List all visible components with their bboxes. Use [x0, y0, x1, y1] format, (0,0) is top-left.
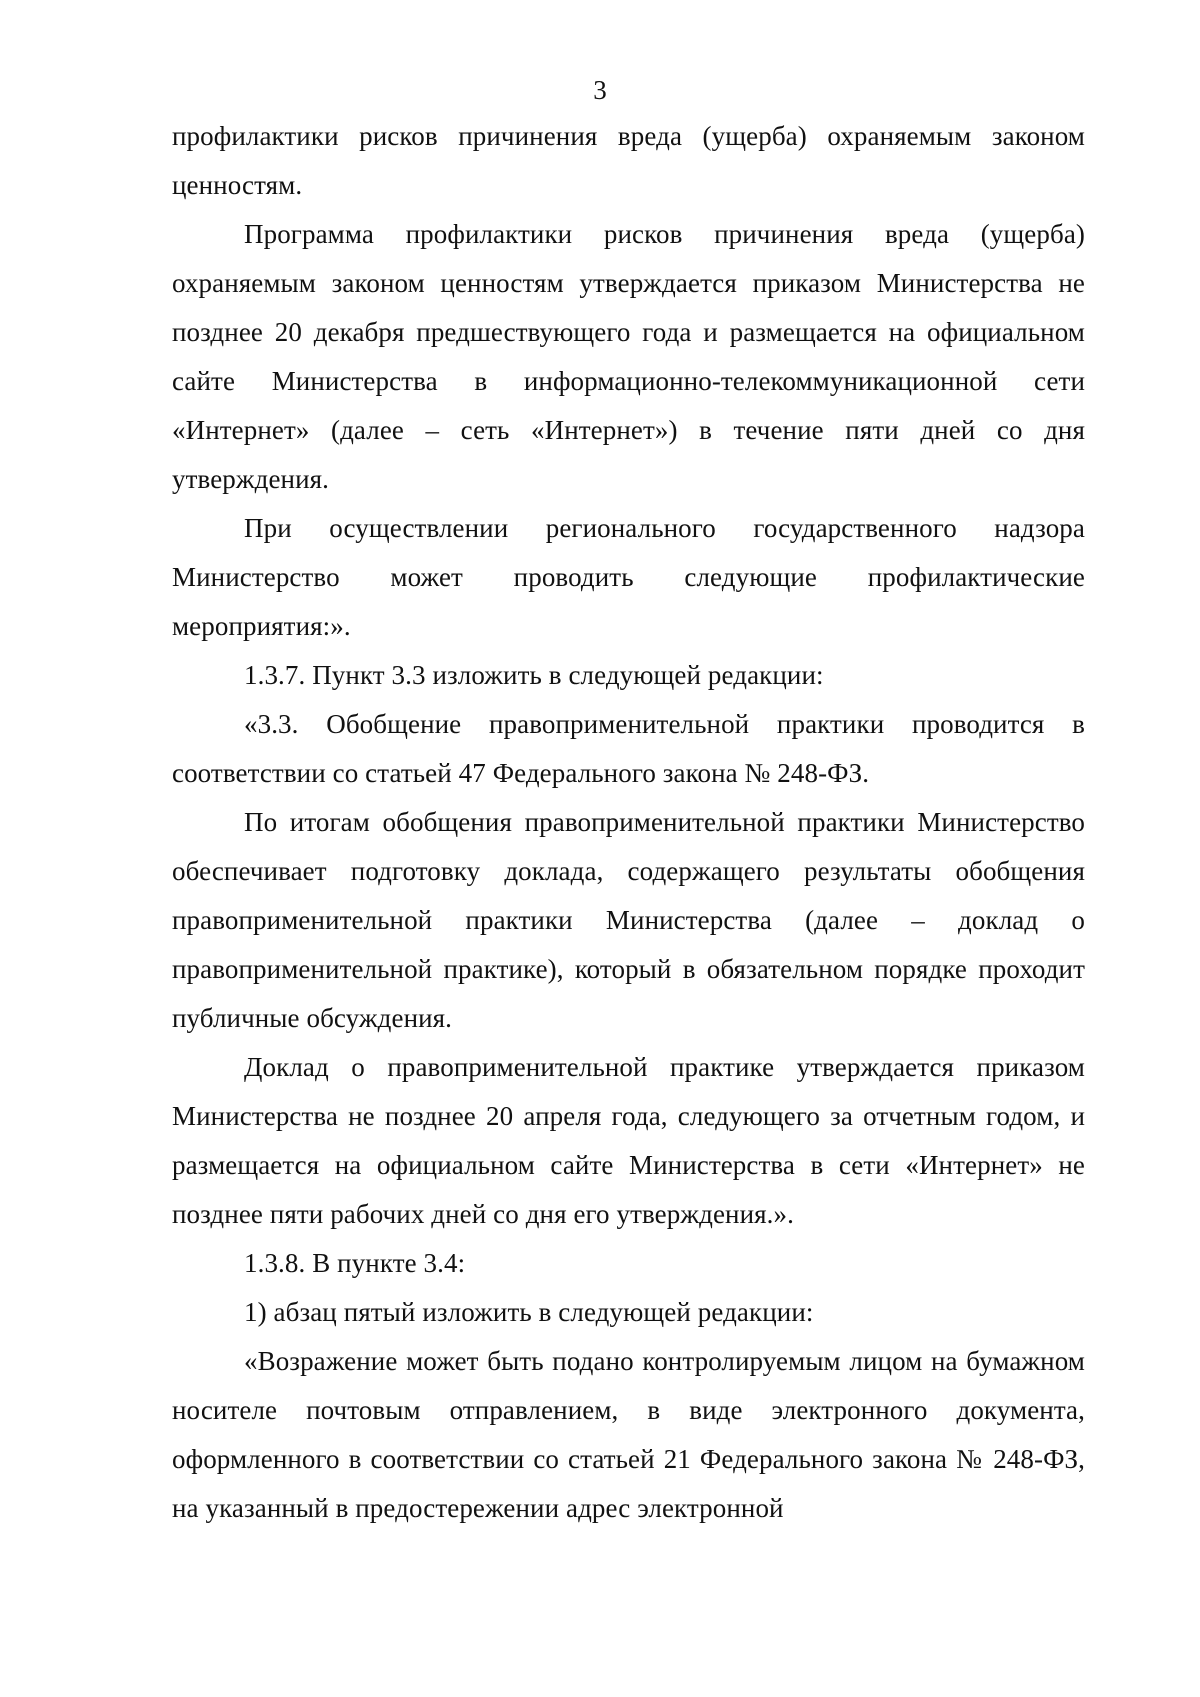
paragraph-preventive-measures: При осуществлении регионального государственного надзора Министерство может проводить следующие профилактические мероприятия:».: [172, 513, 1085, 641]
page-number: 3: [593, 75, 607, 105]
document-body: [172, 112, 1085, 1533]
paragraph-subitem-1: 1) абзац пятый изложить в следующей редакции:: [244, 1297, 814, 1327]
paragraph-continuation: профилактики рисков причинения вреда (ущерба) охраняемым законом ценностям.: [172, 121, 1085, 200]
paragraph-item-3-3: «3.3. Обобщение правоприменительной практики проводится в соответствии со статьей 47 Федерального закона № 248-ФЗ.: [172, 709, 1085, 788]
paragraph-clause-1-3-7: 1.3.7. Пункт 3.3 изложить в следующей редакции:: [244, 660, 824, 690]
paragraph-report-approval: Доклад о правоприменительной практике утверждается приказом Министерства не позднее 20 апреля года, следующего за отчетным годом, и размещается на официальном сайте Министерства в сети «Интернет» не позднее пяти рабочих дней со дня его утверждения.».: [172, 1052, 1085, 1229]
paragraph-clause-1-3-8: 1.3.8. В пункте 3.4:: [244, 1248, 466, 1278]
paragraph-report-preparation: По итогам обобщения правоприменительной практики Министерство обеспечивает подготовку доклада, содержащего результаты обобщения правоприменительной практики Министерства (далее – доклад о правоприменительной практике), который в обязательном порядке проходит публичные обсуждения.: [172, 807, 1085, 1033]
paragraph-prevention-program: Программа профилактики рисков причинения вреда (ущерба) охраняемым законом ценностям утверждается приказом Министерства не позднее 20 декабря предшествующего года и размещается на официальном сайте Министерства в информационно-телекоммуникационной сети «Интернет» (далее – сеть «Интернет») в течение пяти дней со дня утверждения.: [172, 219, 1085, 494]
paragraph-objection: «Возражение может быть подано контролируемым лицом на бумажном носителе почтовым отправлением, в виде электронного документа, оформленного в соответствии со статьей 21 Федерального закона № 248-ФЗ, на указанный в предостережении адрес электронной: [172, 1346, 1085, 1523]
